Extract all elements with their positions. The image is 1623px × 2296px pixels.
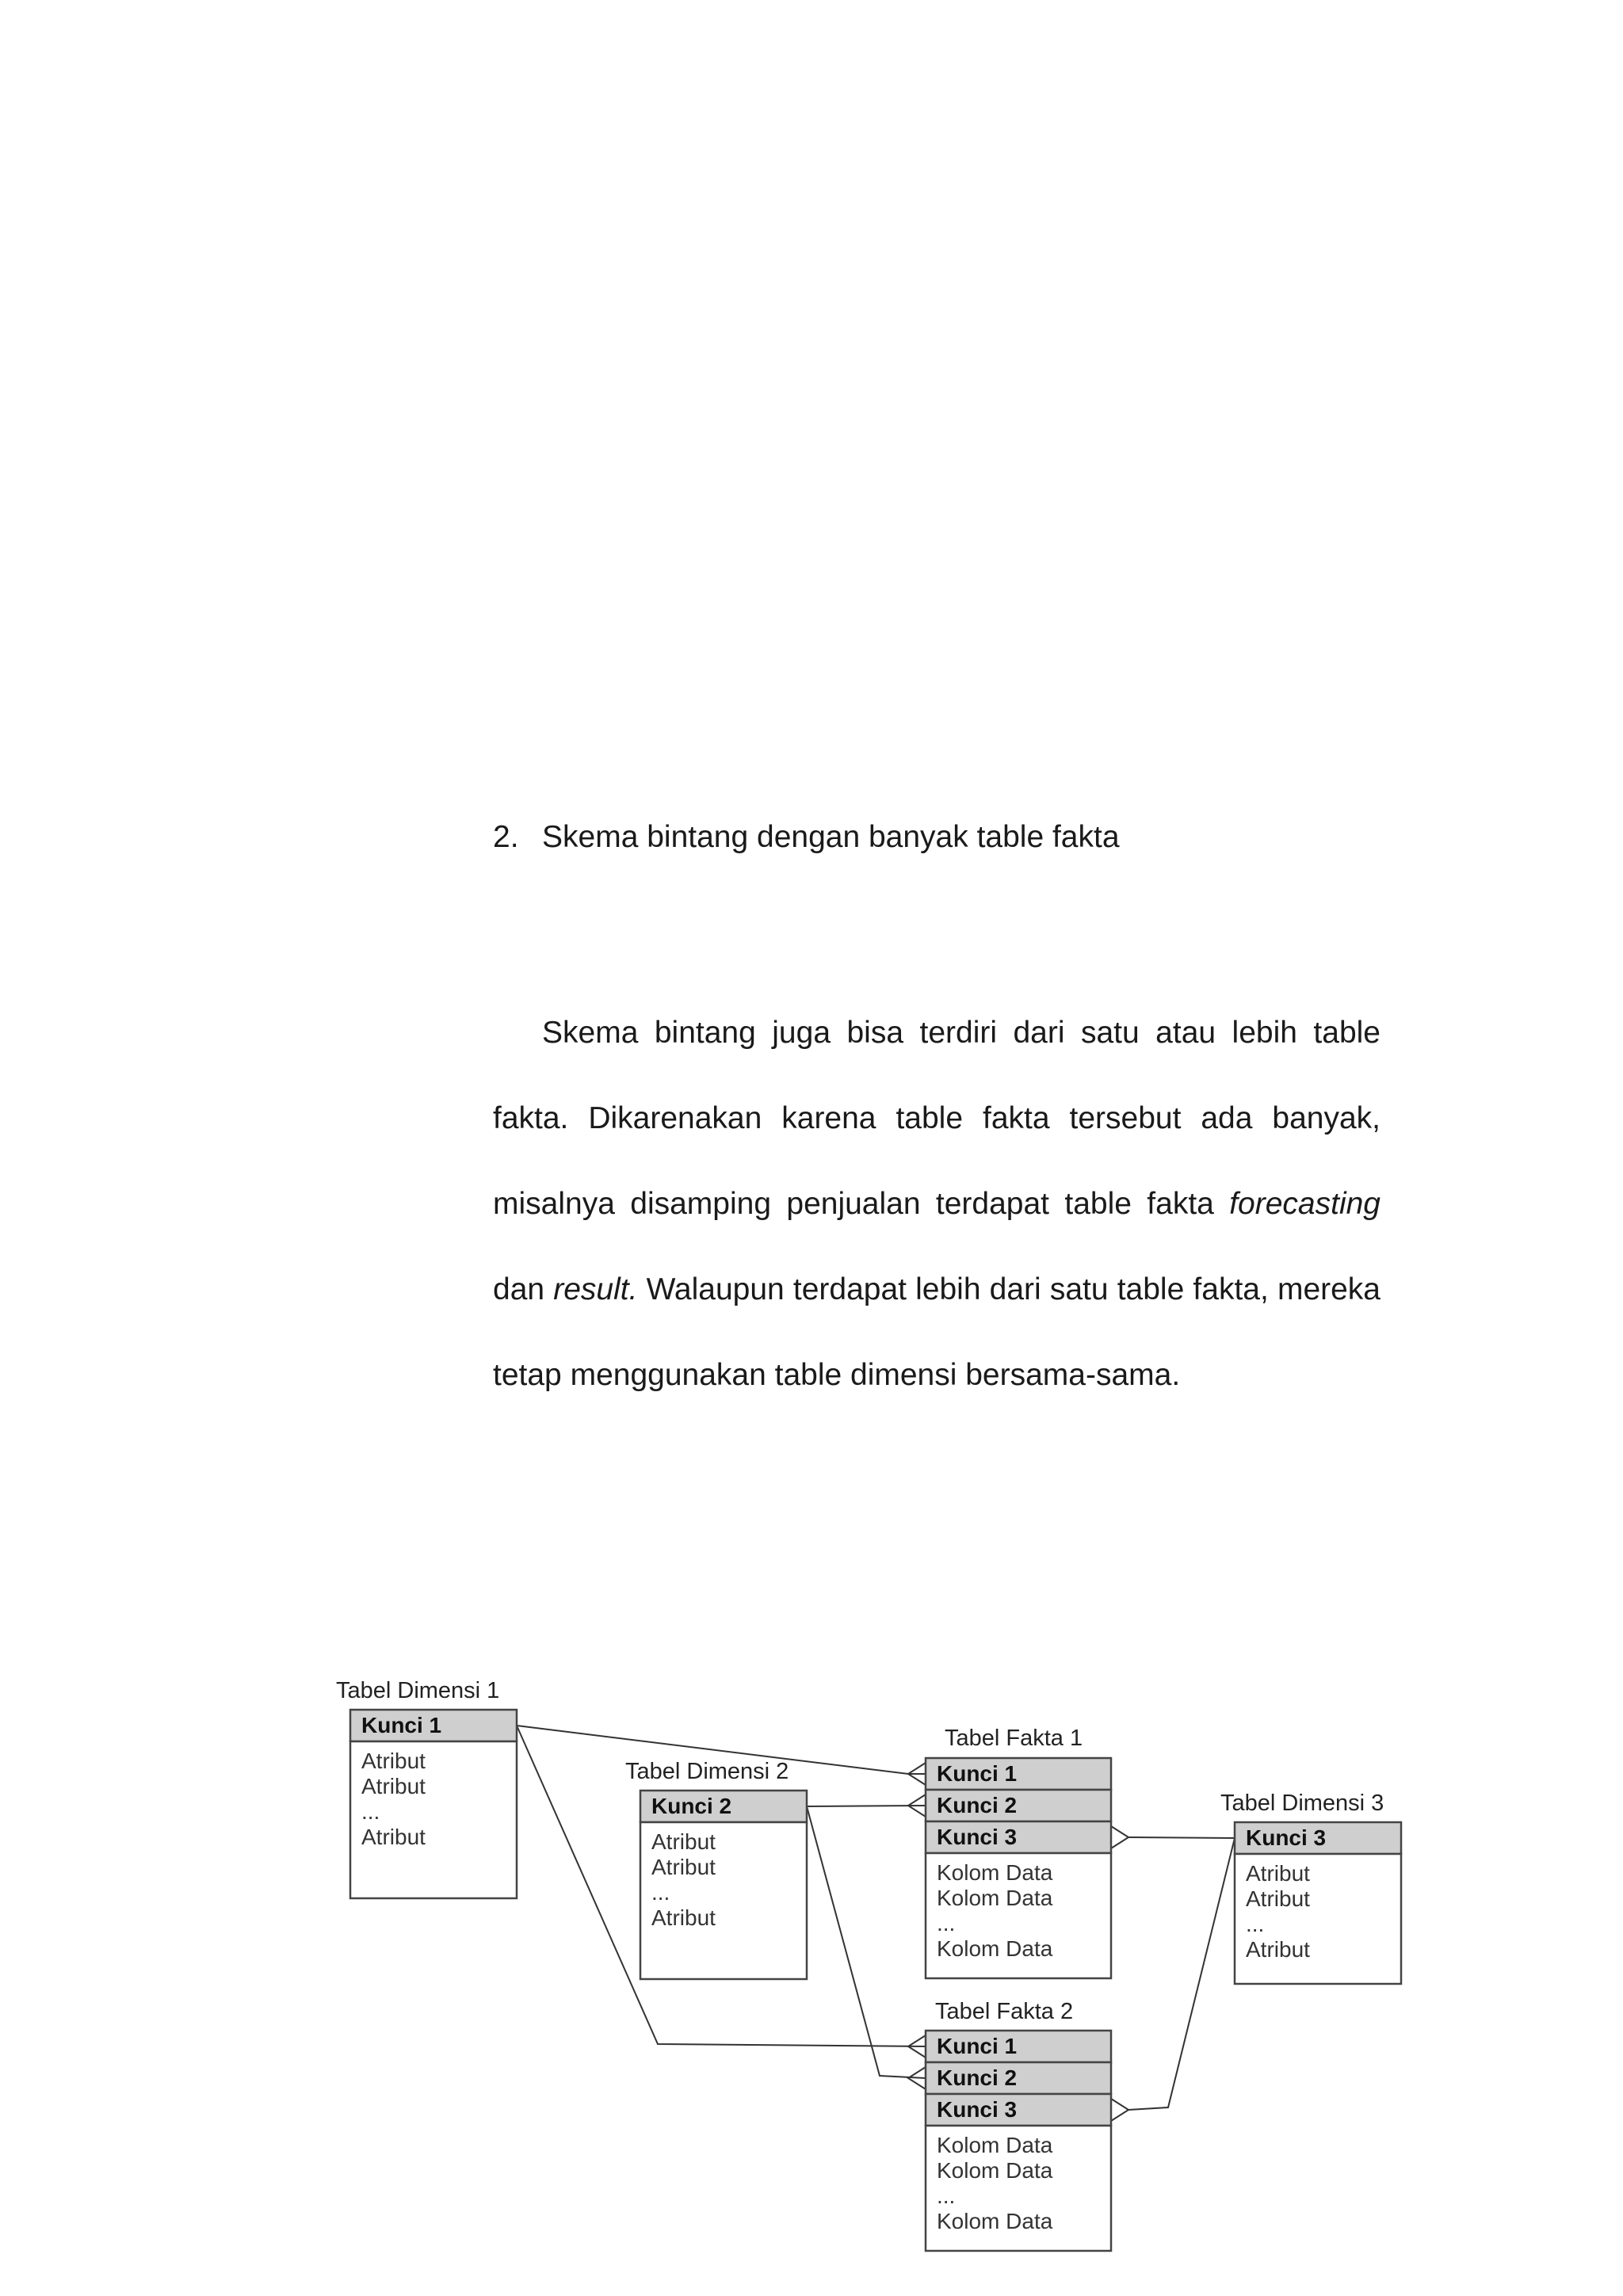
key-label: Kunci 2 — [651, 1794, 732, 1818]
relationship-line — [1128, 1837, 1235, 1838]
attribute-row: Atribut — [1246, 1886, 1310, 1911]
attribute-row: Atribut — [361, 1749, 426, 1773]
table-dim1 — [336, 1678, 517, 1898]
attribute-row: Kolom Data — [937, 1860, 1053, 1885]
attribute-row: Kolom Data — [937, 2158, 1053, 2183]
paragraph-emphasis-result: result. — [553, 1272, 638, 1306]
table-title: Tabel Fakta 1 — [945, 1726, 1083, 1751]
attribute-row: ... — [651, 1880, 670, 1905]
relationship-lines — [517, 1726, 1235, 2121]
key-label: Kunci 3 — [1246, 1825, 1327, 1850]
relationship-line — [1128, 1838, 1235, 2110]
attribute-row: Atribut — [361, 1825, 426, 1849]
attribute-row: Atribut — [651, 1905, 716, 1930]
attribute-row: Atribut — [1246, 1937, 1310, 1962]
table-dim3 — [1220, 1791, 1401, 1984]
relationship-line — [807, 1806, 926, 2078]
table-dim2 — [625, 1759, 807, 1979]
section-number: 2. — [493, 820, 519, 854]
paragraph-emphasis-forecasting: forecasting — [1229, 1187, 1381, 1221]
schema-tables — [336, 1678, 1401, 2251]
paragraph-text-3: Walaupun terdapat lebih dari satu table fakta, mereka tetap menggunakan table dimensi bersama-sama. — [493, 1272, 1381, 1392]
crows-foot-icon — [1111, 2099, 1128, 2121]
crows-foot-icon — [1111, 1826, 1128, 1848]
table-fact2 — [926, 1999, 1111, 2251]
key-label: Kunci 1 — [361, 1713, 442, 1737]
paragraph-text-1: Skema bintang juga bisa terdiri dari satu atau lebih table fakta. Dikarenakan karena table fakta tersebut ada banyak, misalnya disamping penjualan terdapat table fakta — [493, 1016, 1381, 1221]
attribute-row: Atribut — [1246, 1861, 1310, 1886]
attribute-row: Kolom Data — [937, 2209, 1053, 2233]
attribute-row: Kolom Data — [937, 1886, 1053, 1910]
key-label: Kunci 3 — [937, 1825, 1018, 1849]
key-label: Kunci 2 — [937, 1793, 1018, 1817]
key-label: Kunci 1 — [937, 2034, 1018, 2058]
table-title: Tabel Dimensi 3 — [1220, 1791, 1384, 1816]
attribute-row: ... — [937, 2183, 956, 2208]
paragraph-text-2: dan — [493, 1272, 554, 1306]
table-fact1 — [926, 1726, 1111, 1978]
section-title: Skema bintang dengan banyak table fakta — [542, 820, 1120, 854]
key-label: Kunci 1 — [937, 1761, 1018, 1786]
key-label: Kunci 2 — [937, 2065, 1018, 2090]
attribute-row: ... — [361, 1799, 380, 1824]
attribute-row: ... — [937, 1911, 956, 1936]
attribute-row: ... — [1246, 1912, 1265, 1936]
attribute-row: Atribut — [361, 1774, 426, 1798]
attribute-row: Kolom Data — [937, 2133, 1053, 2157]
table-title: Tabel Dimensi 2 — [625, 1759, 789, 1784]
attribute-row: Atribut — [651, 1855, 716, 1879]
attribute-row: Kolom Data — [937, 1936, 1053, 1961]
key-label: Kunci 3 — [937, 2097, 1018, 2122]
table-title: Tabel Dimensi 1 — [336, 1678, 500, 1703]
table-title: Tabel Fakta 2 — [935, 1999, 1074, 2024]
attribute-row: Atribut — [651, 1829, 716, 1854]
